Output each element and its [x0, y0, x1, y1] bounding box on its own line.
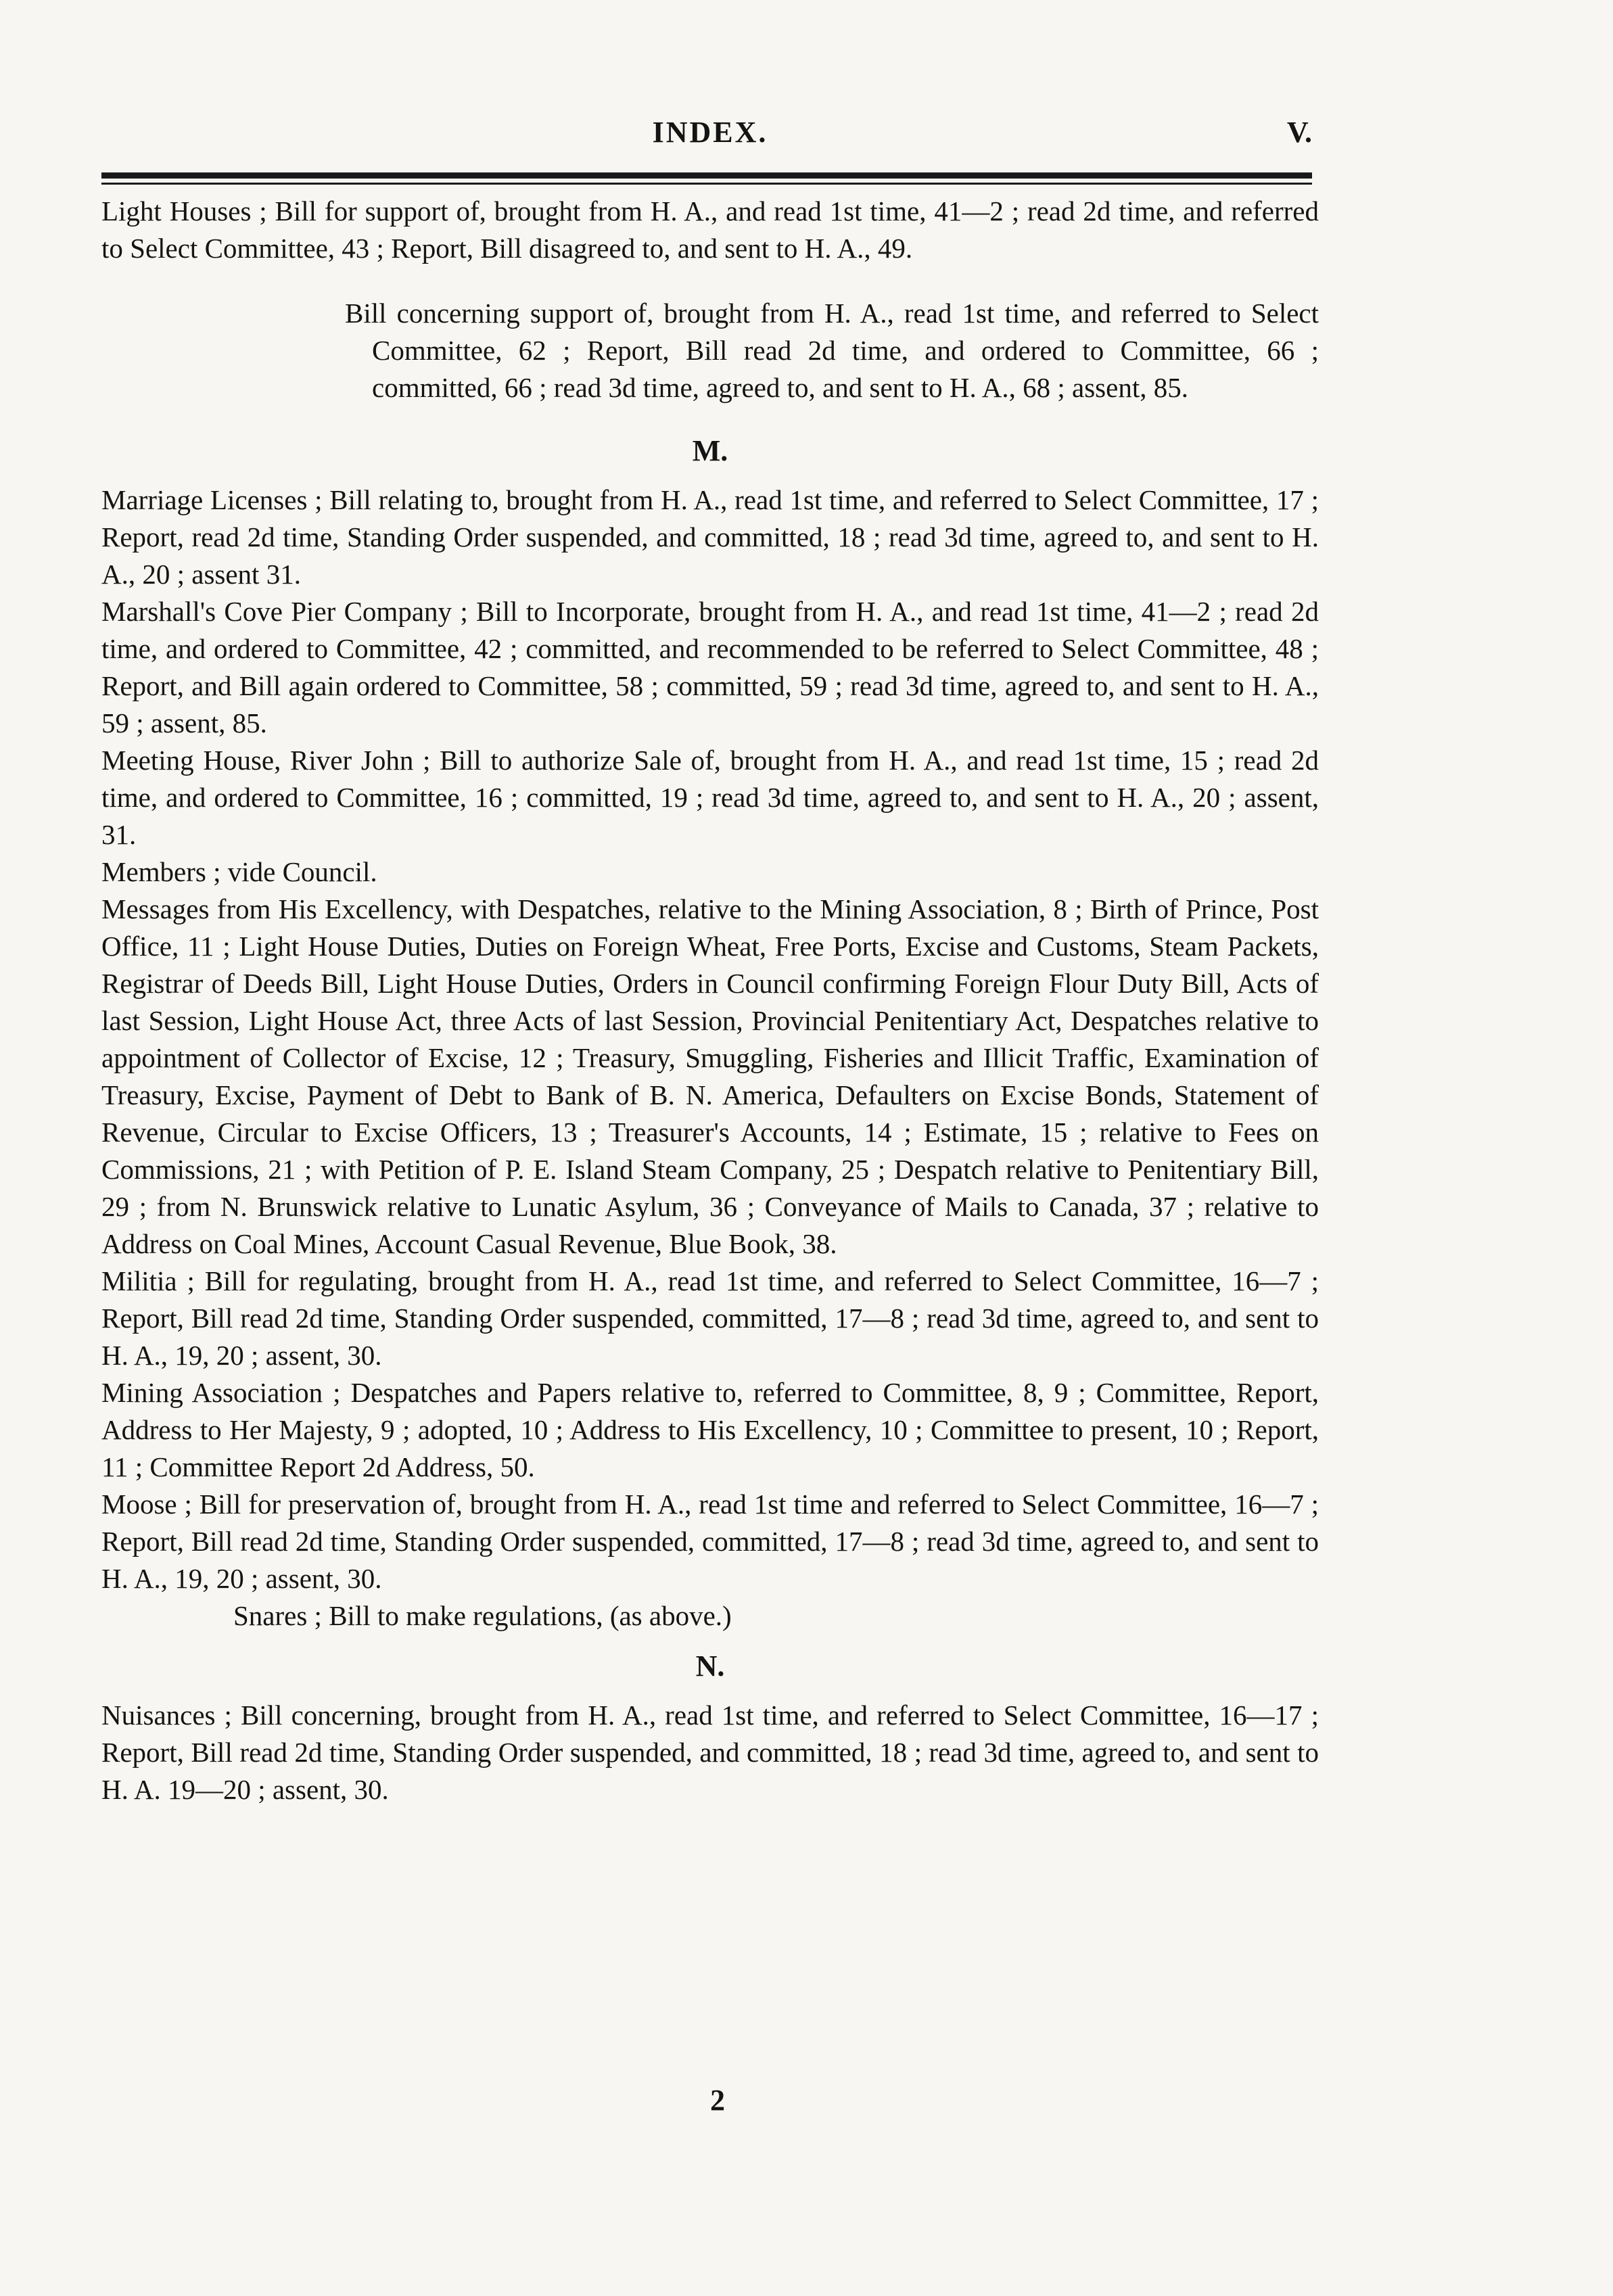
index-entry-marriage-licenses: Marriage Licenses ; Bill relating to, brought from H. A., read 1st time, and referred to Select Committee, 17 ; Report, read 2d time, Standing Order suspended, and committed, 18 ; read 3d time, agreed to, and sent to H. A., 20 ; assent 31. [101, 484, 1319, 590]
index-entry-messages: Messages from His Excellency, with Despatches, relative to the Mining Association, 8 ; Birth of Prince, Post Office, 11 ; Light House Duties, Duties on Foreign Wheat, Free Ports, Excise and Customs, Steam Packets, Registrar of Deeds Bill, Light House Duties, Orders in Council confirming Foreign Flour Duty Bill, Acts of last Session, Light House Act, three Acts of last Session, Provincial Penitentiary Act, Despatches relative to appointment of Collector of Excise, 12 ; Treasury, Smuggling, Fisheries and Illicit Traffic, Examination of Treasury, Excise, Payment of Debt to Bank of B. N. America, Defaulters on Excise Bonds, Statement of Revenue, Circular to Excise Officers, 13 ; Treasurer's Accounts, 14 ; Estimate, 15 ; relative to Fees on Commissions, 21 ; with Petition of P. E. Island Steam Company, 25 ; Despatch relative to Penitentiary Bill, 29 ; from N. Brunswick relative to Lunatic Asylum, 36 ; Conveyance of Mails to Canada, 37 ; relative to Address on Coal Mines, Account Casual Revenue, Blue Book, 38. [101, 893, 1319, 1259]
index-subentry-snares: Snares ; Bill to make regulations, (as above.) [233, 1600, 732, 1631]
signature-mark: 2 [710, 2084, 725, 2117]
index-entry-moose: Moose ; Bill for preservation of, brought from H. A., read 1st time and referred to Select Committee, 16—7 ; Report, Bill read 2d time, Standing Order suspended, committed, 17—8 ; read 3d time, agreed to, and sent to H. A., 19, 20 ; assent, 30. [101, 1489, 1319, 1594]
section-heading-n: N. [695, 1649, 725, 1683]
page-number: V. [1286, 116, 1312, 149]
index-entry-light-houses: Light Houses ; Bill for support of, brought from H. A., and read 1st time, 41—2 ; read 2d time, and referred to Select Committee, 43 ; Report, Bill disagreed to, and sent to H. A., 49. [101, 195, 1319, 264]
header-rule-thin [101, 183, 1312, 185]
index-subentry-light-houses: Bill concerning support of, brought from H. A., read 1st time, and referred to Select Committee, 62 ; Report, Bill read 2d time, and ordered to Committee, 66 ; committed, 66 ; read 3d time, agreed to, and sent to H. A., 68 ; assent, 85. [345, 298, 1319, 403]
section-heading-m: M. [692, 434, 728, 467]
index-entry-militia: Militia ; Bill for regulating, brought from H. A., read 1st time, and referred to Select Committee, 16—7 ; Report, Bill read 2d time, Standing Order suspended, committed, 17—8 ; read 3d time, agreed to, and sent to H. A., 19, 20 ; assent, 30. [101, 1265, 1319, 1371]
index-entry-nuisances: Nuisances ; Bill concerning, brought from H. A., read 1st time, and referred to Select Committee, 16—17 ; Report, Bill read 2d time, Standing Order suspended, and committed, 18 ; read 3d time, agreed to, and sent to H. A. 19—20 ; assent, 30. [101, 1700, 1319, 1805]
header-rule-thick [101, 172, 1312, 179]
index-entry-mining-association: Mining Association ; Despatches and Papers relative to, referred to Committee, 8, 9 ; Committee, Report, Address to Her Majesty, 9 ; adopted, 10 ; Address to His Excellency, 10 ; Committee to present, 10 ; Report, 11 ; Committee Report 2d Address, 50. [101, 1377, 1319, 1482]
index-entry-marshalls-cove: Marshall's Cove Pier Company ; Bill to Incorporate, brought from H. A., and read 1st time, 41—2 ; read 2d time, and ordered to Committee, 42 ; committed, and recommended to be referred to Select Committee, 48 ; Report, and Bill again ordered to Committee, 58 ; committed, 59 ; read 3d time, agreed to, and sent to H. A., 59 ; assent, 85. [101, 596, 1319, 739]
page-title: INDEX. [652, 116, 768, 149]
index-entry-meeting-house: Meeting House, River John ; Bill to authorize Sale of, brought from H. A., and read 1st time, 15 ; read 2d time, and ordered to Committee, 16 ; committed, 19 ; read 3d time, agreed to, and sent to H. A., 20 ; assent, 31. [101, 745, 1319, 850]
page-header [108, 115, 1312, 169]
index-entry-members: Members ; vide Council. [101, 856, 377, 887]
index-content [101, 193, 1319, 1808]
